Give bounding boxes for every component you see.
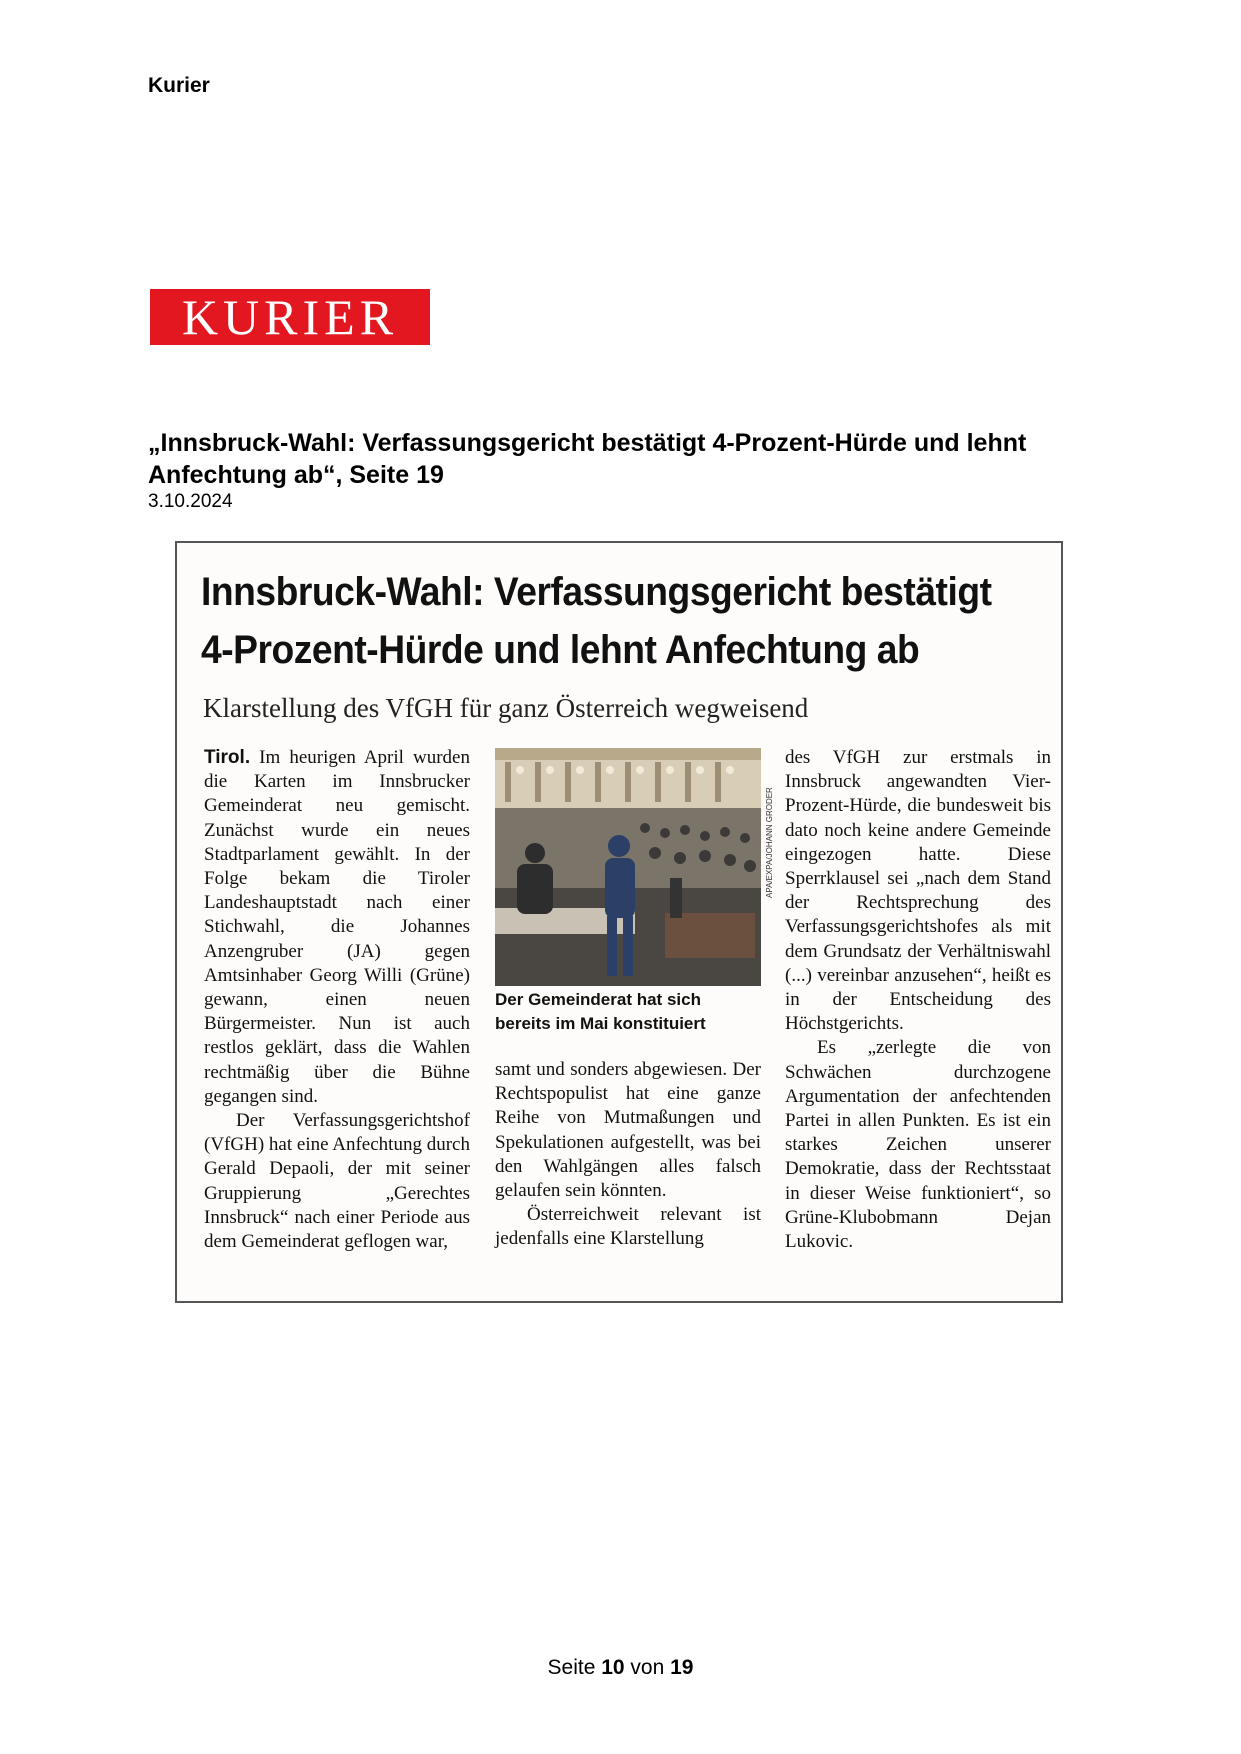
source-label: Kurier <box>148 74 210 97</box>
page-middle: von <box>624 1656 671 1679</box>
column-2-paragraph-2: Österreichweit relevant ist jedenfalls eine Klarstellung <box>495 1204 761 1250</box>
column-1-text-1: Im heurigen April wurden die Karten im Innsbrucker Gemeinderat neu gemischt. Zunächst wurde ein neues Stadtparlament gewählt. In der Folge bekam die Tiroler Landeshauptstadt nach einer Stichwahl, die Johannes Anzengruber (JA) gegen Amtsinhaber Georg Willi (Grüne) gewann, einen neuen Bürgermeister. Nun ist auch restlos geklärt, dass die Wahlen rechtmäßig über die Bühne gegangen sind. <box>204 747 470 1107</box>
article-column-3 <box>785 746 1051 1254</box>
total-pages: 19 <box>670 1656 694 1679</box>
article-photo <box>495 748 761 986</box>
headline-line-2: 4-Prozent-Hürde und lehnt Anfechtung ab <box>201 628 920 672</box>
page-number <box>0 1656 1241 1680</box>
column-2-paragraph-1: samt und sonders abgewiesen. Der Rechtspopulist hat eine ganze Reihe von Mutmaßungen und Spekulationen aufgestellt, was bei den Wahlgängen alles falsch gelaufen sein könnten. <box>495 1059 761 1202</box>
photo-caption: Der Gemeinderat hat sich bereits im Mai konstituiert <box>495 990 706 1033</box>
document-date: 3.10.2024 <box>148 491 233 512</box>
column-3-paragraph-2: Es „zerlegte die von Schwächen durchzogene Argumentation der anfechtenden Partei in allen Punkten. Es ist ein starkes Zeichen unserer Demokratie, dass der Rechtsstaat in dieser Weise funktioniert“, so Grüne-Klubobmann Dejan Lukovic. <box>785 1037 1051 1253</box>
article-column-2 <box>495 1058 761 1252</box>
article-subheadline: Klarstellung des VfGH für ganz Österreich wegweisend <box>203 693 809 723</box>
column-3-paragraph-1: des VfGH zur erstmals in Innsbruck angewandten Vier-Prozent-Hürde, die bundesweit bis dato noch keine andere Gemeinde eingezogen hatte. Diese Sperrklausel sei „nach dem Stand der Rechtsprechung des Verfassungsgerichtshofes als mit dem Grundsatz der Verhältniswahl (...) vereinbar anzusehen“, heißt es in der Entscheidung des Höchstgerichts. <box>785 747 1051 1035</box>
article-column-1 <box>204 746 470 1254</box>
photo-credit: APA/EXPA/JOHANN GRODER <box>765 787 774 898</box>
dateline: Tirol. <box>204 747 251 768</box>
council-chamber-photo <box>495 748 761 986</box>
column-1-paragraph-1 <box>204 746 470 1109</box>
headline-line-1: Innsbruck-Wahl: Verfassungsgericht bestätigt <box>201 570 992 614</box>
article-headline <box>201 563 992 679</box>
kurier-logo: KURIER <box>150 289 430 345</box>
newspaper-clipping <box>175 541 1063 1303</box>
current-page: 10 <box>601 1656 625 1679</box>
column-1-paragraph-2: Der Verfassungsgerichtshof (VfGH) hat eine Anfechtung durch Gerald Depaoli, der mit seiner Gruppierung „Gerechtes Innsbruck“ nach einer Periode aus dem Gemeinderat geflogen war, <box>204 1110 470 1253</box>
document-title: „Innsbruck-Wahl: Verfassungsgericht bestätigt 4-Prozent-Hürde und lehnt Anfechtung ab“, Seite 19 <box>148 429 1027 489</box>
page-prefix: Seite <box>547 1656 602 1679</box>
